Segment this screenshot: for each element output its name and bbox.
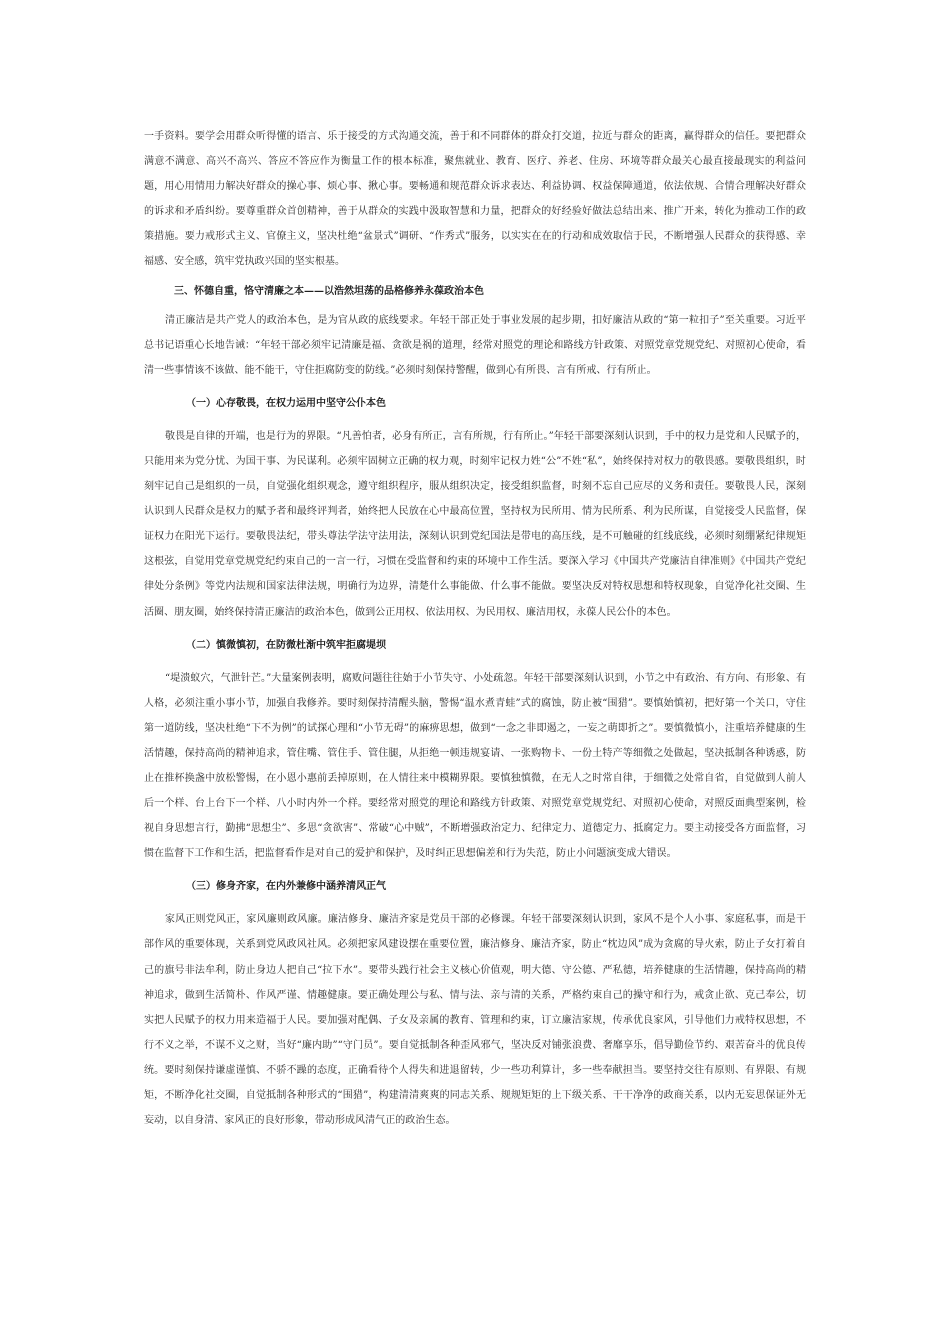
subheading-1: （一）心存敬畏，在权力运用中坚守公仆本色: [186, 397, 386, 409]
subheading-3: （三）修身齐家，在内外兼修中涵养清风正气: [186, 881, 386, 893]
document-body: [144, 124, 806, 1133]
subheading-2: （二）慎微慎初，在防微杜渐中筑牢拒腐堤坝: [186, 639, 386, 651]
paragraph-awe: 敬畏是自律的开端，也是行为的界限。“凡善怕者，必身有所正，言有所规，行有所止。”年轻干部要深刻认识到，手中的权力是党和人民赋予的，只能用来为党分忧、为国干事、为民谋利。必须牢固树立正确的权力观，时刻牢记权力姓“公”不姓“私”，始终保持对权力的敬畏感。要敬畏组织，时刻牢记自己是组织的一员，自觉强化组织观念，遵守组织程序，服从组织决定，接受组织监督，时刻不忘自己应尽的义务和责任。要敬畏人民，深刻认识到人民群众是权力的赋予者和最终评判者，始终把人民放在心中最高位置，坚持权为民所用、情为民所系、利为民所谋，自觉接受人民监督，保证权力在阳光下运行。要敬畏法纪，带头尊法学法守法用法，深刻认识到党纪国法是带电的高压线，是不可触碰的红线底线，必须时刻绷紧纪律规矩这根弦，自觉用党章党规党纪约束自己的一言一行，习惯在受监督和约束的环境中工作生活。要深入学习《中国共产党廉洁自律准则》《中国共产党纪律处分条例》等党内法规和国家法律法规，明确行为边界，清楚什么事能做、什么事不能做。要坚决反对特权思想和特权现象，自觉净化社交圈、生活圈、朋友圈，始终保持清正廉洁的政治本色，做到公正用权、依法用权、为民用权、廉洁用权，永葆人民公仆的本色。: [144, 430, 806, 618]
paragraph-continuation: 一手资料。要学会用群众听得懂的语言、乐于接受的方式沟通交流，善于和不同群体的群众打交道，拉近与群众的距离，赢得群众的信任。要把群众满意不满意、高兴不高兴、答应不答应作为衡量工作的根本标准，聚焦就业、教育、医疗、养老、住房、环境等群众最关心最直接最现实的利益问题，用心用情用力解决好群众的操心事、烦心事、揪心事。要畅通和规范群众诉求表达、利益协调、权益保障通道，依法依规、合情合理解决好群众的诉求和矛盾纠纷。要尊重群众首创精神，善于从群众的实践中汲取智慧和力量，把群众的好经验好做法总结出来、推广开来，转化为推动工作的政策措施。要力戒形式主义、官僚主义，坚决杜绝“盆景式”调研、“作秀式”服务，以实实在在的行动和成效取信于民，不断增强人民群众的获得感、幸福感、安全感，筑牢党执政兴国的坚实根基。: [144, 131, 806, 268]
section-heading-3: 三、怀德自重，恪守清廉之本——以浩然坦荡的品格修养永葆政治本色: [174, 285, 484, 297]
paragraph-prudence: “堤溃蚁穴，气泄针芒。”大量案例表明，腐败问题往往始于小节失守、小处疏忽。年轻干部要深刻认识到，小节之中有政治、有方向、有形象、有人格，必须注重小事小节，加强自我修养。要时刻保持清醒头脑，警惕“温水煮青蛙”式的腐蚀，防止被“围猎”。要慎始慎初，把好第一个关口，守住第一道防线，坚决杜绝“下不为例”的试探心理和“小节无碍”的麻痹思想，做到“一念之非即遏之，一妄之萌即折之”。要慎微慎小，注重培养健康的生活情趣，保持高尚的精神追求，管住嘴、管住手、管住腿，从拒绝一顿违规宴请、一张购物卡、一份土特产等细微之处做起，坚决抵制各种诱惑，防止在推杯换盏中放松警惕，在小恩小惠前丢掉原则，在人情往来中模糊界限。要慎独慎微，在无人之时常自律，于细微之处常自省，自觉做到人前人后一个样、台上台下一个样、八小时内外一个样。要经常对照党的理论和路线方针政策、对照党章党规党纪、对照初心使命，对照反面典型案例，检视自身思想言行，勤拂“思想尘”、多思“贪欲害”、常破“心中贼”，不断增强政治定力、纪律定力、道德定力、抵腐定力。要主动接受各方面监督，习惯在监督下工作和生活，把监督看作是对自己的爱护和保护，及时纠正思想偏差和行为失范，防止小问题演变成大错误。: [144, 672, 806, 860]
paragraph-intro: 清正廉洁是共产党人的政治本色，是为官从政的底线要求。年轻干部正处于事业发展的起步期，扣好廉洁从政的“第一粒扣子”至关重要。习近平总书记语重心长地告诫：“年轻干部必须牢记清廉是福、贪欲是祸的道理，经常对照党的理论和路线方针政策、对照党章党规党纪、对照初心使命，看清一些事情该不该做、能不能干，守住拒腐防变的防线。”必须时刻保持警醒，做到心有所畏、言有所戒、行有所止。: [144, 314, 806, 376]
paragraph-family: 家风正则党风正，家风廉则政风廉。廉洁修身、廉洁齐家是党员干部的必修课。年轻干部要深刻认识到，家风不是个人小事、家庭私事，而是干部作风的重要体现，关系到党风政风社风。必须把家风建设摆在重要位置，廉洁修身、廉洁齐家，防止“枕边风”成为贪腐的导火索，防止子女打着自己的旗号非法牟利，防止身边人把自己“拉下水”。要带头践行社会主义核心价值观，明大德、守公德、严私德，培养健康的生活情趣，保持高尚的精神追求，做到生活简朴、作风严谨、情趣健康。要正确处理公与私、情与法、亲与清的关系，严格约束自己的操守和行为，戒贪止欲、克己奉公，切实把人民赋予的权力用来造福于人民。要加强对配偶、子女及亲属的教育、管理和约束，订立廉洁家规，传承优良家风，引导他们力戒特权思想，不行不义之举，不谋不义之财，当好“廉内助”“守门员”。要自觉抵制各种歪风邪气，坚决反对铺张浪费、奢靡享乐，倡导勤俭节约、艰苦奋斗的优良传统。要时刻保持谦虚谨慎、不骄不躁的态度，正确看待个人得失和进退留转，少一些功利算计，多一些奉献担当。要坚持交往有原则、有界限、有规矩，不断净化社交圈，自觉抵制各种形式的“围猎”，构建清清爽爽的同志关系、规规矩矩的上下级关系、干干净净的政商关系，以内无妄思保证外无妄动，以自身清、家风正的良好形象，带动形成风清气正的政治生态。: [144, 914, 806, 1127]
